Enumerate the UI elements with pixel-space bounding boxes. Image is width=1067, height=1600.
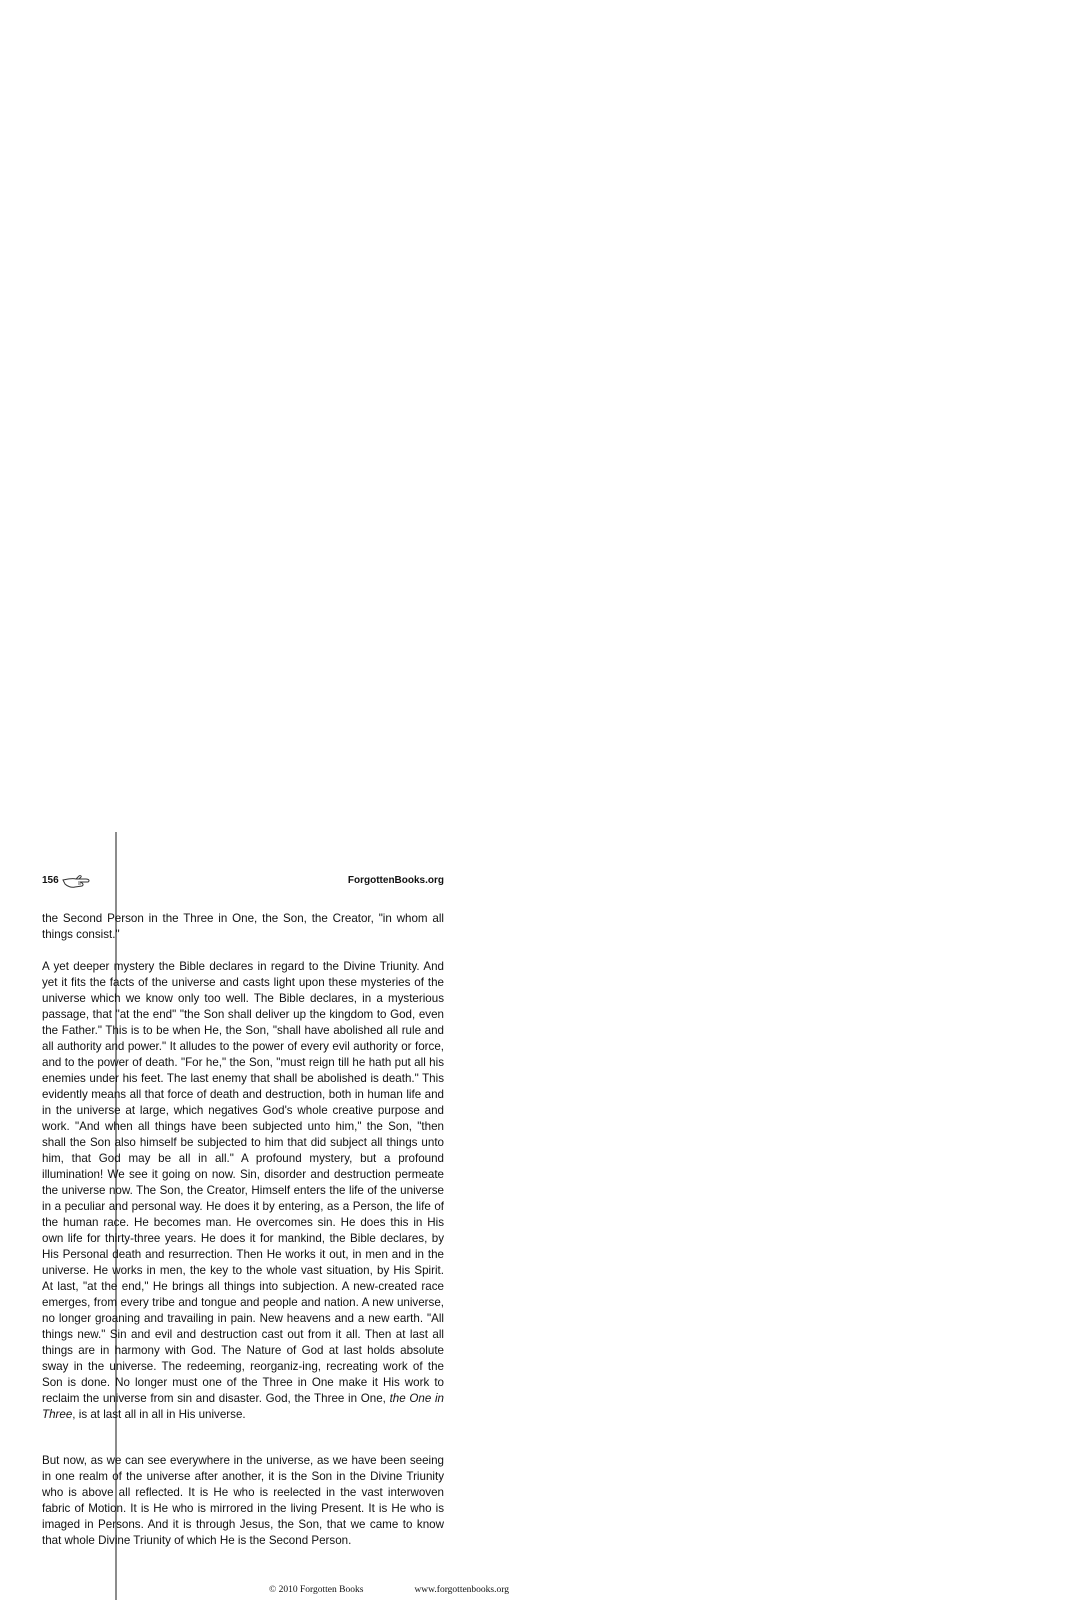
body-paragraph-2 <box>42 959 444 1423</box>
footer-copyright: © 2010 Forgotten Books <box>269 1585 364 1595</box>
body-paragraph-3: But now, as we can see everywhere in the universe, as we have been seeing in one realm of the universe after another, it is the Son in the Divine Triunity who is above all reflected. It is He who is reelected in the vast interwoven fabric of Motion. It is He who is mirrored in the living Present. It is He who is imaged in Persons. And it is through Jesus, the Son, that we came to know that whole Divine Triunity of which He is the Second Person. <box>42 1453 444 1547</box>
paragraph-2-text-end: , is at last all in all in His universe. <box>72 1407 246 1421</box>
paragraph-2-text-start: A yet deeper mystery the Bible declares in regard to the Divine Triunity. And yet it fits the facts of the universe and casts light upon these mysteries of the universe which we know only too well. The Bible declares, in a mysterious passage, that "at the end" "the Son shall deliver up the kingdom to God, even the Father." This is to be when He, the Son, "shall have abolished all rule and all authority and power." It alludes to the power of every evil authority or force, and to the power of death. "For he," the Son, "must reign till he hath put all his enemies under his feet. The last enemy that shall be abolished is death." This evidently means all that force of death and destruction, both in human life and in the universe at large, which negatives God's whole creative purpose and work. "And when all things have been subjected unto him," the Son, "then shall the Son also himself be subjected to him that did subject all things unto him, that God may be all in all." A profound mystery, but a profound illumination! We see it going on now. Sin, disorder and destruction permeate the universe now. The Son, the Creator, Himself enters the life of the universe in a peculiar and personal way. He does it by entering, as a Person, the life of the human race. He becomes man. He overcomes sin. He does this in His own life for thirty-three years. He does it for mankind, the Bible declares, by His Personal death and resurrection. Then He works it out, in men and in the universe. He works in men, the key to the whole vast situation, by His Spirit. At last, "at the end," He brings all things into subjection. A new-created race emerges, from every tribe and tongue and people and nation. A new universe, no longer groaning and travailing in pain. New heavens and a new earth. "All things new." Sin and evil and destruction cast out from it all. Then at last all things are in harmony with God. The Nature of God at last holds absolute sway in the universe. The redeeming, reorganiz-ing, recreating work of the Son is done. No longer must one of the Three in One make it His work to reclaim the universe from sin and disaster. God, the Three in One, <box>42 959 444 1405</box>
paragraph-2-italic-phrase: the One in Three <box>42 1391 444 1421</box>
footer-url: www.forgottenbooks.org <box>414 1585 509 1595</box>
page-header <box>42 872 444 890</box>
page-footer <box>269 1582 509 1598</box>
pointing-hand-icon <box>62 872 92 890</box>
site-name: ForgottenBooks.org <box>347 875 444 886</box>
body-paragraph-1: the Second Person in the Three in One, the Son, the Creator, "in whom all things consist." <box>42 911 444 941</box>
page-number: 156 <box>42 875 59 886</box>
